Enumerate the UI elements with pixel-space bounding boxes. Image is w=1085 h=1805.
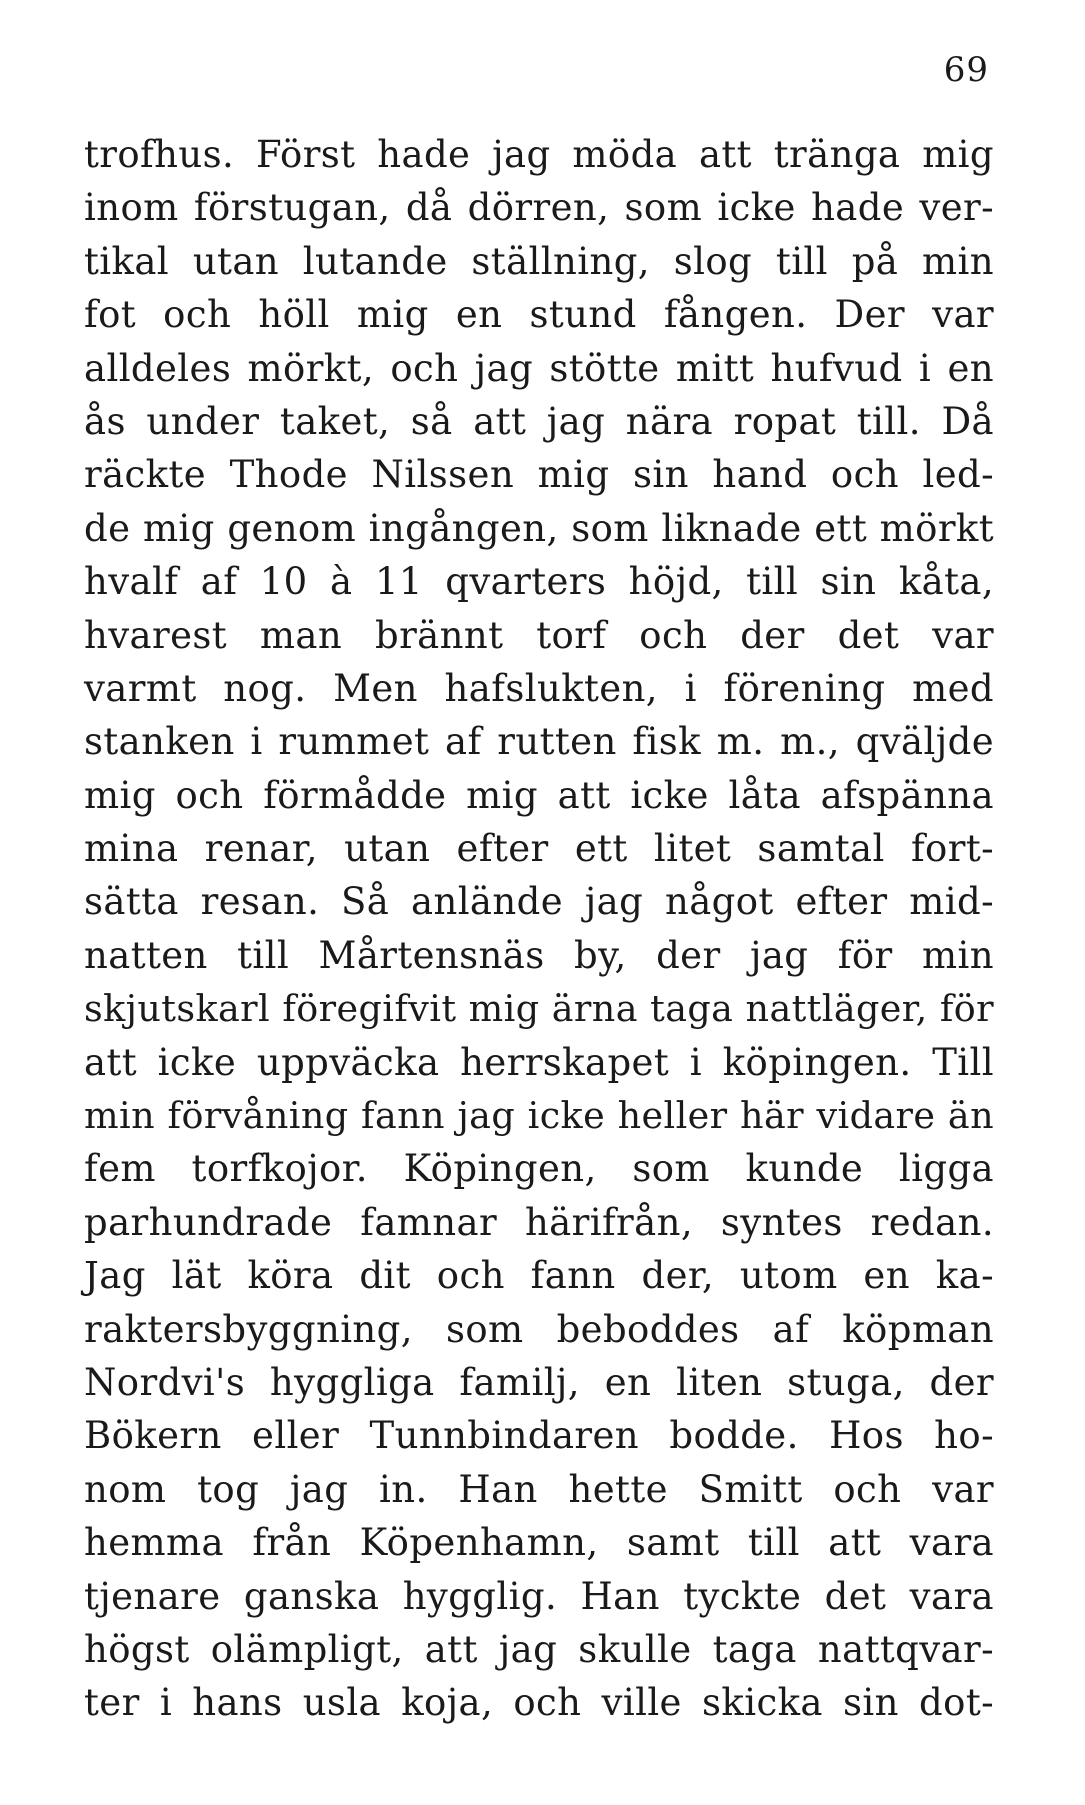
text-line: skjutskarl föregifvit mig ärna taga nattläger, för bbox=[84, 987, 994, 1031]
text-line: tikal utan lutande ställning, slog till på min bbox=[84, 239, 994, 283]
text-line: alldeles mörkt, och jag stötte mitt hufvud i en bbox=[84, 346, 994, 390]
text-line: fot och höll mig en stund fången. Der var bbox=[84, 293, 994, 337]
text-line: Bökern eller Tunnbindaren bodde. Hos ho- bbox=[84, 1414, 994, 1458]
text-line: hemma från Köpenhamn, samt till att vara bbox=[84, 1521, 994, 1565]
text-line: de mig genom ingången, som liknade ett mörkt bbox=[84, 506, 994, 550]
text-line: hvarest man brännt torf och der det var bbox=[84, 613, 994, 657]
page-number: 69 bbox=[943, 50, 989, 90]
text-line: räckte Thode Nilssen mig sin hand och led- bbox=[84, 453, 994, 497]
text-line: natten till Mårtensnäs by, der jag för min bbox=[84, 933, 994, 977]
text-line: fem torfkojor. Köpingen, som kunde ligga bbox=[84, 1147, 994, 1191]
text-line: raktersbyggning, som beboddes af köpman bbox=[84, 1307, 994, 1351]
text-line: varmt nog. Men hafslukten, i förening med bbox=[84, 666, 994, 710]
text-line: ås under taket, så att jag nära ropat till. Då bbox=[84, 399, 994, 443]
text-line: trofhus. Först hade jag möda att tränga mig bbox=[84, 133, 994, 176]
text-line: att icke uppväcka herrskapet i köpingen. Till bbox=[84, 1040, 994, 1084]
text-line: inom förstugan, då dörren, som icke hade ver- bbox=[84, 186, 994, 230]
text-line: min förvåning fann jag icke heller här vidare än bbox=[84, 1094, 994, 1138]
text-line: mig och förmådde mig att icke låta afspänna bbox=[84, 773, 994, 817]
text-line: tjenare ganska hygglig. Han tyckte det vara bbox=[84, 1574, 994, 1618]
text-line: nom tog jag in. Han hette Smitt och var bbox=[84, 1467, 994, 1511]
body-text bbox=[84, 128, 994, 1730]
text-line: Nordvi's hyggliga familj, en liten stuga, der bbox=[84, 1360, 994, 1404]
text-line: parhundrade famnar härifrån, syntes redan. bbox=[84, 1200, 994, 1244]
text-line: sätta resan. Så anlände jag något efter mid- bbox=[84, 880, 994, 924]
text-line: ter i hans usla koja, och ville skicka sin dot- bbox=[84, 1681, 994, 1725]
text-line: hvalf af 10 à 11 qvarters höjd, till sin kåta, bbox=[84, 560, 994, 604]
text-line: mina renar, utan efter ett litet samtal fort- bbox=[84, 827, 994, 871]
text-line: stanken i rummet af rutten fisk m. m., qväljde bbox=[84, 720, 994, 764]
text-line: högst olämpligt, att jag skulle taga nattqvar- bbox=[84, 1627, 994, 1671]
text-line: Jag lät köra dit och fann der, utom en ka- bbox=[84, 1254, 994, 1298]
